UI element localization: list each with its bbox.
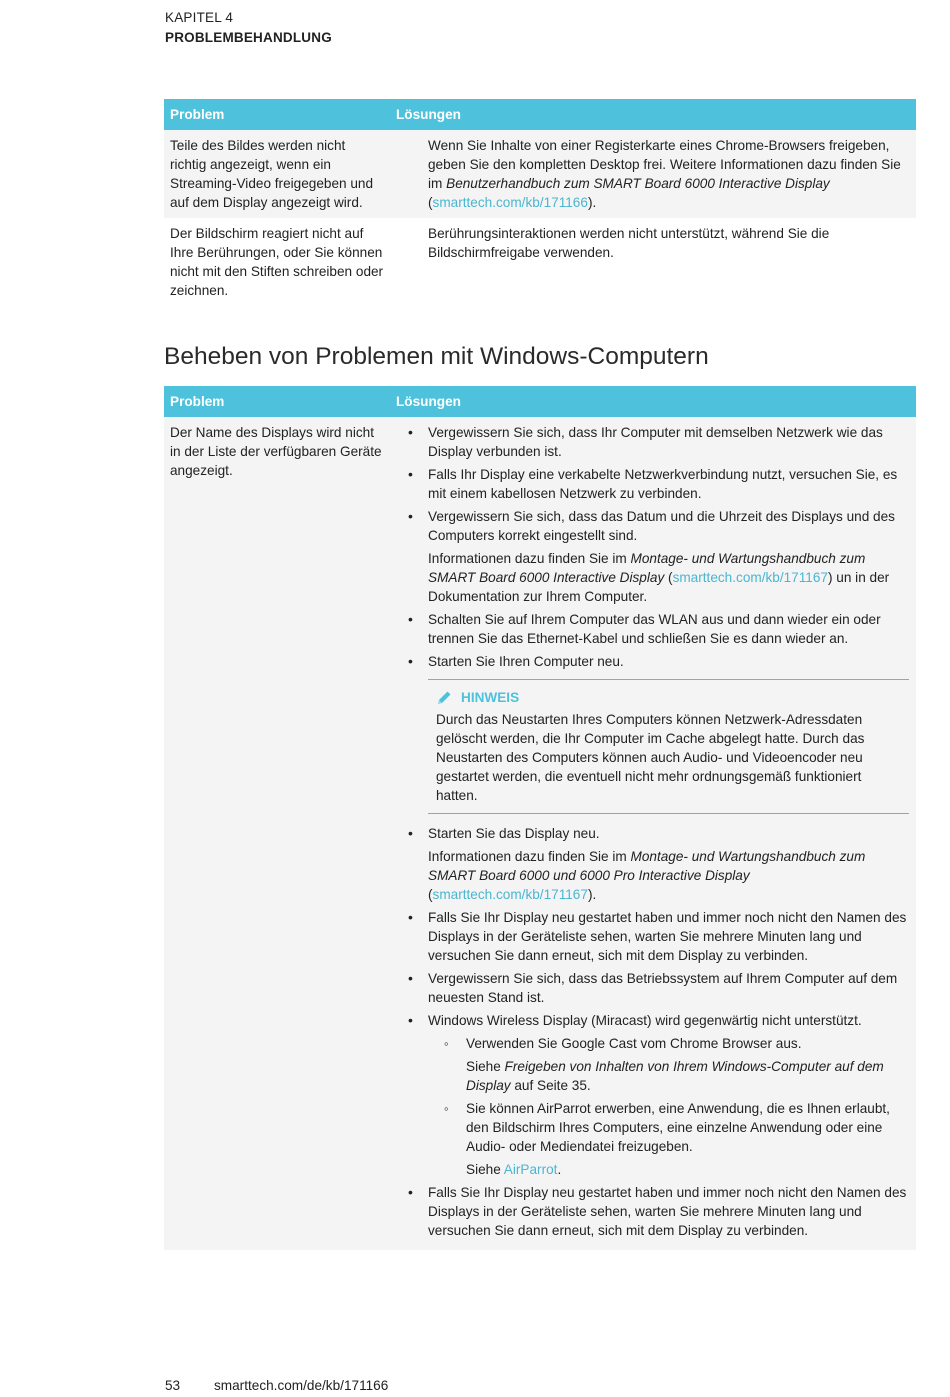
list-item: • Vergewissern Sie sich, dass das Betriebssystem auf Ihrem Computer auf dem neuesten Stand ist. bbox=[428, 969, 909, 1007]
column-header-problem: Problem bbox=[164, 99, 390, 130]
table-header-row bbox=[164, 386, 916, 417]
section-heading: Beheben von Problemen mit Windows-Computern bbox=[164, 343, 709, 370]
table-header-row bbox=[164, 99, 916, 130]
page-number: 53 bbox=[165, 1378, 181, 1393]
solution-cell: Berührungsinteraktionen werden nicht unterstützt, während Sie die Bildschirmfreigabe verwenden. bbox=[428, 226, 830, 260]
troubleshooting-table-1 bbox=[164, 99, 916, 306]
see-reference: Siehe AirParrot. bbox=[466, 1162, 562, 1177]
info-paragraph: Informationen dazu finden Sie im Montage- und Wartungshandbuch zum SMART Board 6000 Interactive Display (smarttech.com/kb/171167) un in der Dokumentation zur Ihrem Computer. bbox=[428, 551, 890, 604]
table-row bbox=[164, 130, 916, 218]
kb-link[interactable]: smarttech.com/kb/171167 bbox=[672, 570, 828, 585]
list-item: • Falls Sie Ihr Display neu gestartet haben und immer noch nicht den Namen des Displays in der Geräteliste sehen, warten Sie mehrere Minuten lang und versuchen Sie dann erneut, sich mit dem Display zu verbinden. bbox=[428, 1183, 909, 1240]
troubleshooting-table-2 bbox=[164, 386, 916, 1250]
page-header bbox=[165, 8, 332, 48]
column-header-solutions: Lösungen bbox=[390, 386, 916, 417]
sub-list bbox=[428, 1034, 909, 1179]
solution-cell: Wenn Sie Inhalte von einer Registerkarte eines Chrome-Browsers freigeben, geben Sie den kompletten Desktop frei. Weitere Informationen dazu finden Sie im Benutzerhandbuch zum SMART Board 6000 Interactive Display (smarttech.com/kb/171166). bbox=[390, 130, 916, 218]
airparrot-link[interactable]: AirParrot bbox=[503, 1162, 558, 1177]
solution-cell bbox=[390, 417, 916, 1250]
list-item: • Vergewissern Sie sich, dass das Datum und die Uhrzeit des Displays und des Computers korrekt eingestellt sind. Informationen dazu finden Sie im Montage- und Wartungshandbuch zum SMART Board 6000 Interactive Display (smarttech.com/kb/171167) un in der Dokumentation zur Ihrem Computer. bbox=[428, 507, 909, 606]
note-title: HINWEIS bbox=[461, 690, 520, 705]
table-row bbox=[164, 417, 916, 1250]
problem-cell: Der Name des Displays wird nicht in der Liste der verfügbaren Geräte angezeigt. bbox=[164, 417, 390, 1250]
problem-cell: Der Bildschirm reagiert nicht auf Ihre Berührungen, oder Sie können nicht mit den Stiften schreiben oder zeichnen. bbox=[170, 226, 384, 298]
list-item: • Starten Sie Ihren Computer neu. HINWEIS Durch das Neustarten Ihres Computers können Netzwerk-Adressdaten gelöscht werden, die Ihr Computer im Cache abgelegt hatte. Durch das Neustarten des Computers können auch Audio- und Videoencoder neu gestartet werden, die eventuell nicht mehr ordnungsgemäß funktioniert hatten. bbox=[428, 652, 909, 814]
info-paragraph: Informationen dazu finden Sie im Montage- und Wartungshandbuch zum SMART Board 6000 und 6000 Pro Interactive Display (smarttech.com/kb/171167). bbox=[428, 849, 866, 902]
chapter-title: PROBLEMBEHANDLUNG bbox=[165, 30, 332, 45]
see-reference: Siehe Freigeben von Inhalten von Ihrem Windows-Computer auf dem Display auf Seite 35. bbox=[466, 1059, 884, 1093]
list-item: • Falls Ihr Display eine verkabelte Netzwerkverbindung nutzt, versuchen Sie, es mit einem kabellosen Netzwerk zu verbinden. bbox=[428, 465, 909, 503]
list-item: • Falls Sie Ihr Display neu gestartet haben und immer noch nicht den Namen des Displays in der Geräteliste sehen, warten Sie mehrere Minuten lang und versuchen Sie dann erneut, sich mit dem Display zu verbinden. bbox=[428, 908, 909, 965]
footer-url: smarttech.com/de/kb/171166 bbox=[214, 1378, 389, 1393]
note-box bbox=[428, 679, 909, 814]
list-item: • Schalten Sie auf Ihrem Computer das WLAN aus und dann wieder ein oder trennen Sie das Ethernet-Kabel und schließen Sie es dann wieder an. bbox=[428, 610, 909, 648]
kb-link[interactable]: smarttech.com/kb/171167 bbox=[432, 887, 588, 902]
note-header bbox=[436, 688, 903, 707]
kb-link[interactable]: smarttech.com/kb/171166 bbox=[432, 195, 588, 210]
page-footer bbox=[165, 1376, 388, 1395]
table-row bbox=[164, 218, 916, 306]
list-item: • Vergewissern Sie sich, dass Ihr Computer mit demselben Netzwerk wie das Display verbunden ist. bbox=[428, 423, 909, 461]
column-header-problem: Problem bbox=[164, 386, 390, 417]
pencil-icon bbox=[436, 689, 453, 706]
solution-list bbox=[428, 423, 909, 1240]
list-item: • Windows Wireless Display (Miracast) wird gegenwärtig nicht unterstützt. ◦ Verwenden Sie Google Cast vom Chrome Browser aus. Siehe Freigeben von Inhalten von Ihrem Windows-Computer auf dem Display auf Seite 35. ◦ Sie können AirParrot erwerben, eine Anwendung, die es Ihnen erlaubt, den Bildschirm Ihres Computers, eine einzelne Anwendung oder eine Audio- oder Mediendatei freizugeben. Siehe AirParrot. bbox=[428, 1011, 909, 1179]
note-text: Durch das Neustarten Ihres Computers können Netzwerk-Adressdaten gelöscht werden, die Ihr Computer im Cache abgelegt hatte. Durch das Neustarten des Computers können auch Audio- und Videoencoder neu gestartet werden, die eventuell nicht mehr ordnungsgemäß funktioniert hatten. bbox=[436, 712, 865, 803]
problem-cell: Teile des Bildes werden nicht richtig angezeigt, wenn ein Streaming-Video freigegeben und auf dem Display angezeigt wird. bbox=[164, 130, 390, 218]
chapter-label: KAPITEL 4 bbox=[165, 10, 234, 25]
column-header-solutions: Lösungen bbox=[390, 99, 916, 130]
sub-list-item: ◦ Sie können AirParrot erwerben, eine Anwendung, die es Ihnen erlaubt, den Bildschirm Ihres Computers, eine einzelne Anwendung oder eine Audio- oder Mediendatei freizugeben. Siehe AirParrot. bbox=[466, 1099, 909, 1179]
list-item: • Starten Sie das Display neu. Informationen dazu finden Sie im Montage- und Wartungshandbuch zum SMART Board 6000 und 6000 Pro Interactive Display (smarttech.com/kb/171167). bbox=[428, 824, 909, 904]
sub-list-item: ◦ Verwenden Sie Google Cast vom Chrome Browser aus. Siehe Freigeben von Inhalten von Ihrem Windows-Computer auf dem Display auf Seite 35. bbox=[466, 1034, 909, 1095]
